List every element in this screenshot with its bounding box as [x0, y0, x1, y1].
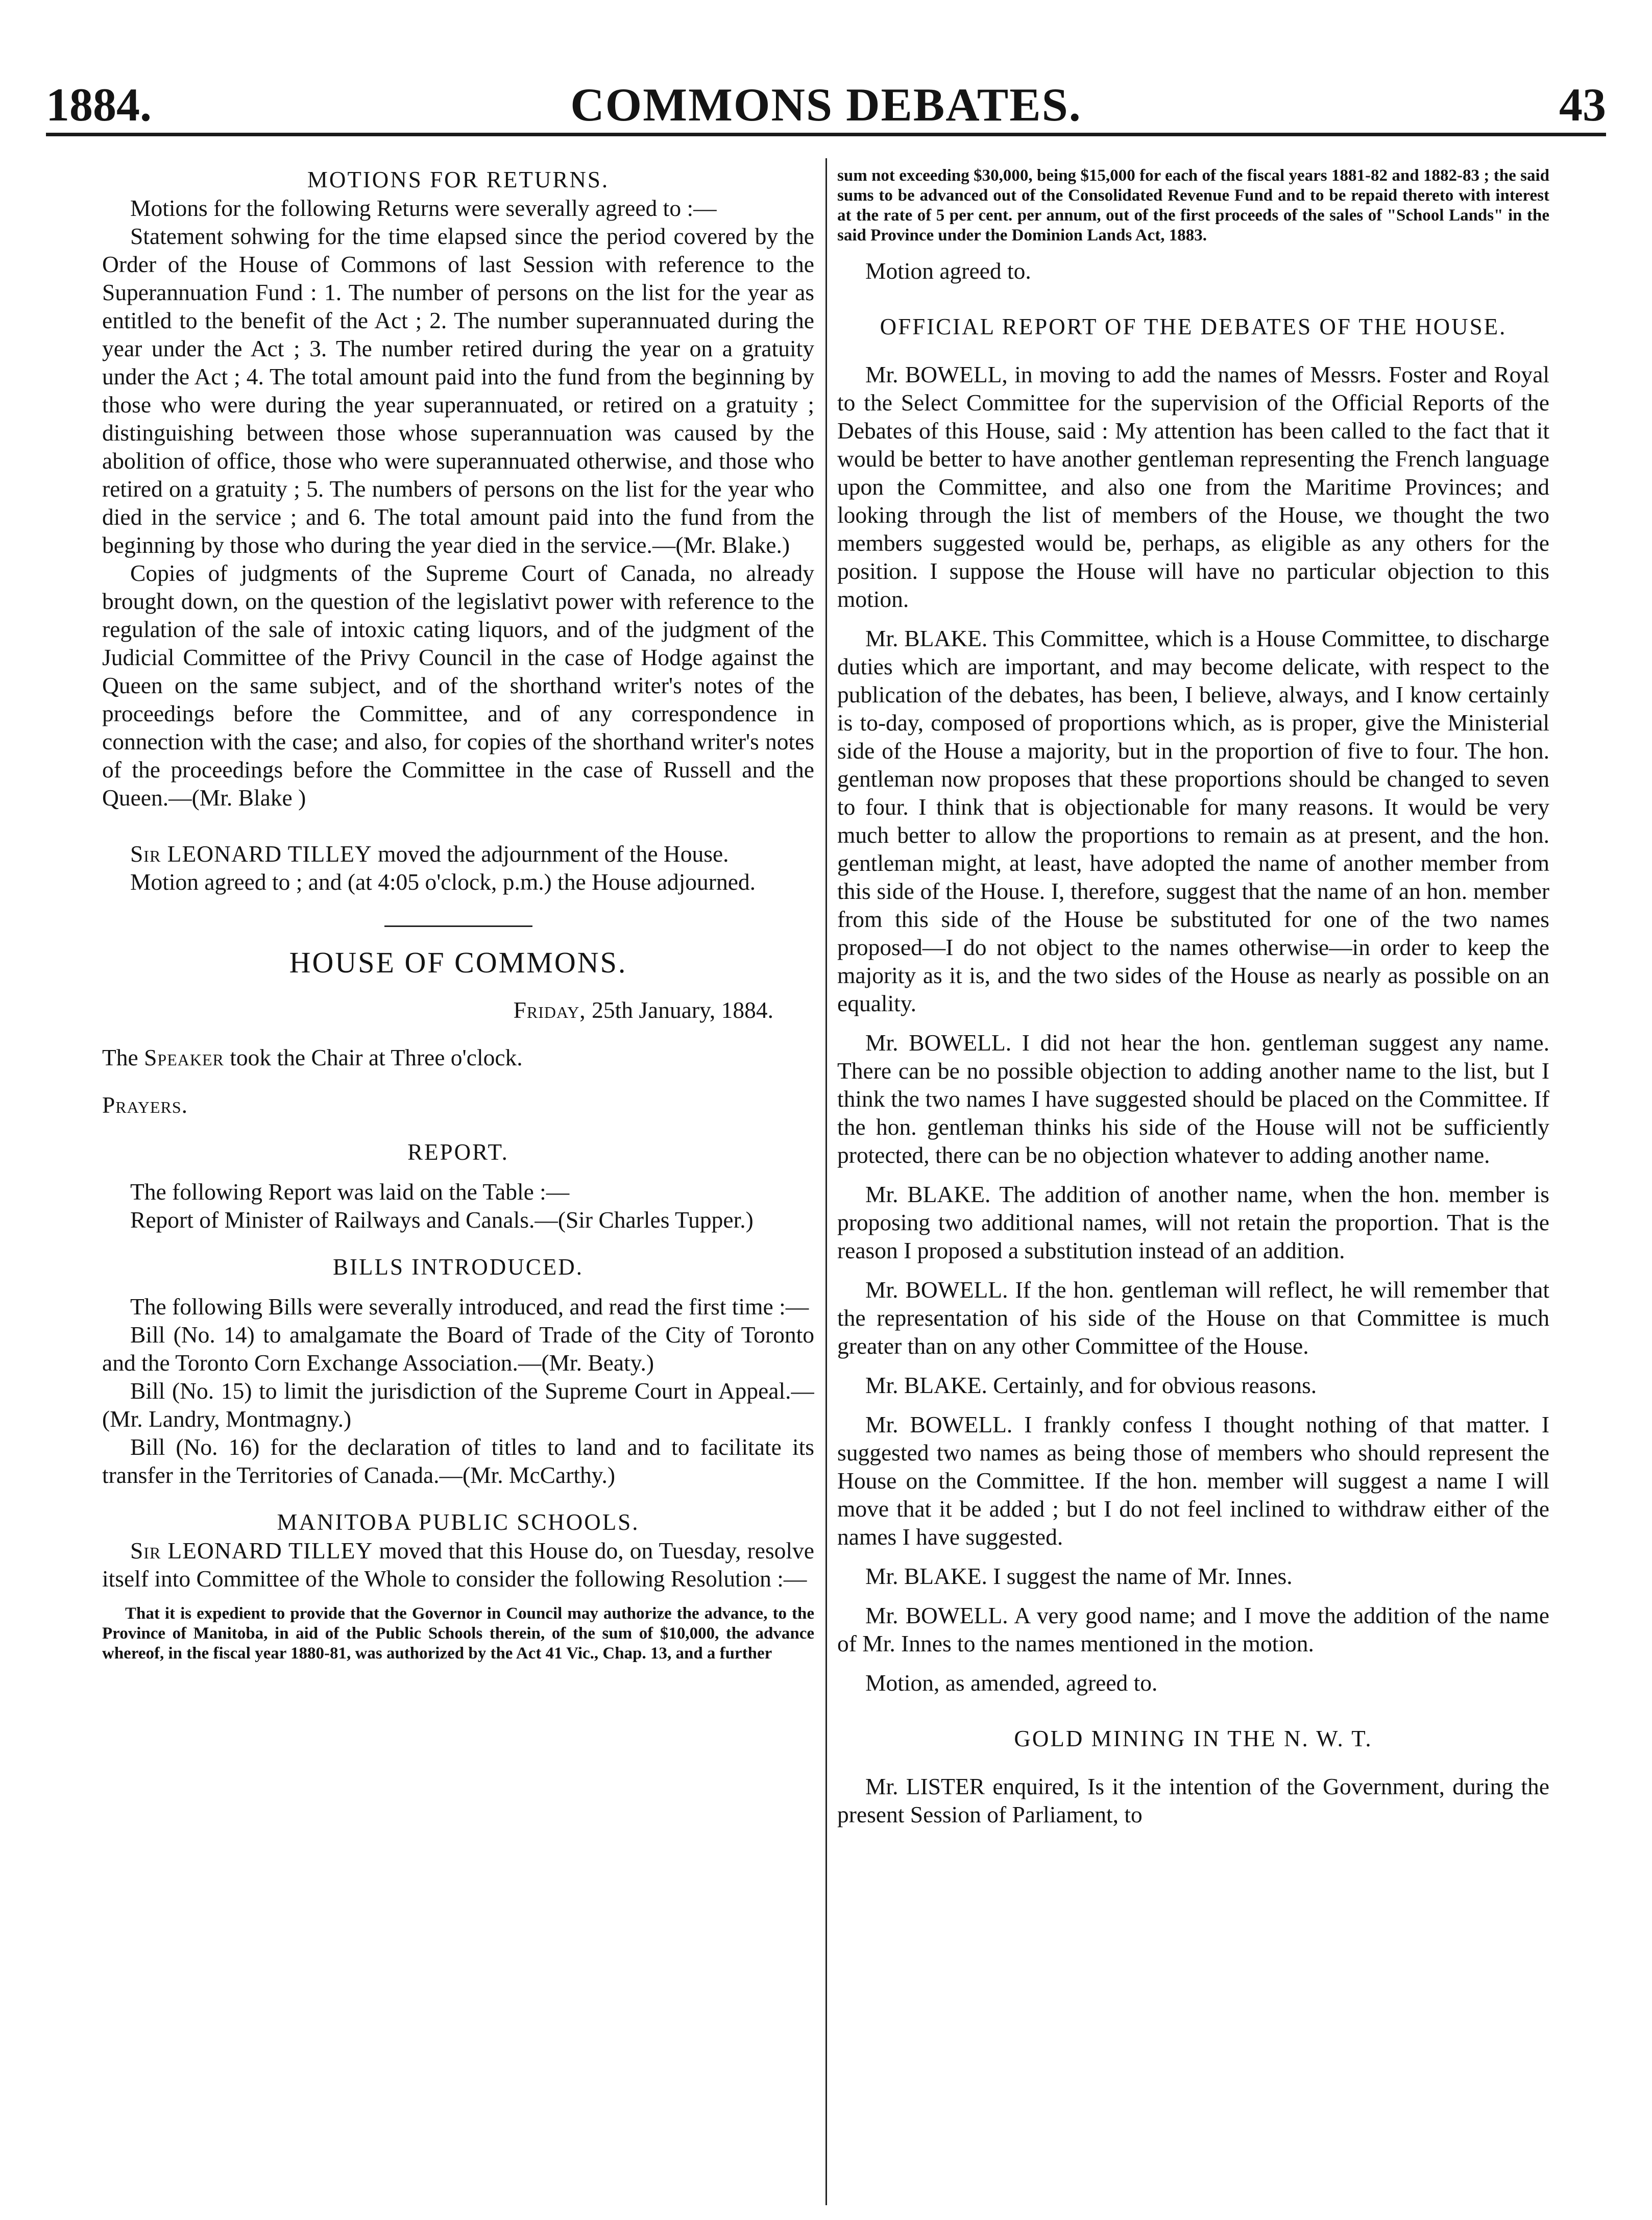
section-rule — [384, 925, 532, 927]
blake-statement-2: Mr. BLAKE. The addition of another name, when the hon. member is proposing two additional names, will not retain the proportion. That is the reason I proposed a substitution instead of an addition. — [837, 1181, 1549, 1263]
statement-paragraph: Statement sohwing for the time elapsed since the period covered by the Order of the House of Commons of last Session with reference to the Superannuation Fund : 1. The number of persons on the list for the year as entitled to the benefit of the Act ; 2. The number superannuated during the year under the Act ; 3. The number retired during the year on a gratuity under the Act ; 4. The total amount paid into the fund from the beginning by those who were during the year superannuated, or retired on a gratuity ; distinguishing between those whose superannuation was caused by the abolition of office, those who were superannuated otherwise, and those who retired on a gratuity ; 5. The numbers of persons on the list for the year who died in the service ; and 6. The total amount paid into the fund from the beginning by those who during the year died in the service.—(Mr. Blake.) — [102, 223, 814, 558]
copies-paragraph: Copies of judgments of the Supreme Court of Canada, no already brought down, on the question of the legislativt power with reference to the regulation of the sale of intoxic cating liquors, and of the judgment of the Judicial Committee of the Privy Council in the case of Hodge against the Queen on the same subject, and of the shorthand writer's notes of the proceedings before the Committee, and of any correspondence in connection with the case; and also, for copies of the shorthand writer's notes of the proceedings before the Committee in the case of Russell and the Queen.—(Mr. Blake ) — [102, 560, 814, 811]
manitoba-motion: Sir LEONARD TILLEY moved that this House do, on Tuesday, resolve itself into Committee of the Whole to consider the following Resolution :— — [102, 1538, 814, 1592]
bowell-statement-3: Mr. BOWELL. If the hon. gentleman will reflect, he will remember that the representation of his side of the House on that Committee is much greater than on any other Committee of the House. — [837, 1277, 1549, 1359]
header-year: 1884. — [46, 79, 152, 131]
heading-bills-introduced: BILLS INTRODUCED. — [333, 1254, 584, 1280]
motion-agreed: Motion agreed to. — [865, 258, 1031, 284]
resolution-continued: sum not exceeding $30,000, being $15,000 for each of the fiscal years 1881-82 and 1882-83 ; the said sums to be advanced out of the Consolidated Revenue Fund and to be repaid thereto with interest at the rate of 5 per cent. per annum, out of the first proceeds of the sales of "School Lands" in the said Province under the Dominion Lands Act, 1883. — [837, 166, 1549, 245]
blake-statement-3: Mr. BLAKE. Certainly, and for obvious reasons. — [865, 1372, 1317, 1398]
adjournment-motion — [102, 840, 814, 868]
bowell-statement-1: Mr. BOWELL, in moving to add the names of Messrs. Foster and Royal to the Select Committee for the supervision of the Official Reports of the Debates of this House, said : My attention has been called to the fact that it would be better to have another gentleman representing the French language upon the Committee, and also one from the Maritime Provinces; and looking through the list of members of the House, we thought the two members suggested would be, perhaps, as eligible as any others for the position. I suppose the House will have no particular objection to this motion. — [837, 361, 1549, 612]
heading-manitoba-public-schools: MANITOBA PUBLIC SCHOOLS. — [277, 1509, 640, 1535]
bill-16: Bill (No. 16) for the declaration of titles to land and to facilitate its transfer in the Territories of Canada.—(Mr. McCarthy.) — [102, 1434, 814, 1488]
report-intro: The following Report was laid on the Table :— — [130, 1179, 570, 1205]
heading-report: REPORT. — [407, 1139, 509, 1165]
report-item: Report of Minister of Railways and Canals.—(Sir Charles Tupper.) — [130, 1207, 754, 1233]
lister-enquiry: Mr. LISTER enquired, Is it the intention of the Government, during the present Session of Parliament, to — [837, 1773, 1549, 1827]
bowell-statement-4: Mr. BOWELL. I frankly confess I thought nothing of that matter. I suggested two names as being those of members who should represent the House on the Committee. If the hon. member will suggest a name I will move that it be added ; but I do not feel inclined to withdraw either of the names I have suggested. — [837, 1411, 1549, 1550]
header-page-number: 43 — [1559, 79, 1606, 131]
resolution-text: That it is expedient to provide that the Governor in Council may authorize the advance, to the Province of Manitoba, in aid of the Public Schools therein, of the sum of $10,000, the advance whereof, in the fiscal year 1880-81, was authorized by the Act 41 Vic., Chap. 13, and a further — [102, 1604, 814, 1663]
bowell-statement-5: Mr. BOWELL. A very good name; and I move the addition of the name of Mr. Innes to the names mentioned in the motion. — [837, 1602, 1549, 1656]
prayers: Prayers. — [102, 1092, 188, 1118]
speaker-name: Sir LEONARD TILLEY — [130, 841, 372, 867]
motions-intro: Motions for the following Returns were severally agreed to :— — [130, 195, 717, 221]
speaker-chair: The Speaker took the Chair at Three o'clock. — [102, 1044, 523, 1070]
heading-motions-for-returns: MOTIONS FOR RETURNS. — [307, 167, 610, 192]
blake-statement-4: Mr. BLAKE. I suggest the name of Mr. Innes. — [865, 1563, 1293, 1589]
heading-official-report: OFFICIAL REPORT OF THE DEBATES OF THE HOUSE. — [880, 314, 1507, 339]
bills-intro: The following Bills were severally introduced, and read the first time :— — [130, 1294, 809, 1320]
session-date — [102, 996, 814, 1024]
heading-house-of-commons: HOUSE OF COMMONS. — [289, 946, 627, 979]
adjourned-paragraph: Motion agreed to ; and (at 4:05 o'clock, p.m.) the House adjourned. — [130, 869, 756, 895]
blake-statement-1: Mr. BLAKE. This Committee, which is a House Committee, to discharge duties which are important, and may become delicate, with respect to the publication of the debates, has been, I believe, always, and I know certainly is to-day, composed of proportions which, as is proper, give the Ministerial side of the House a majority, but in the proportion of five to four. The hon. gentleman now proposes that these proportions should be changed to seven to four. I think that is objectionable for many reasons. It would be very much better to allow the proportions to remain as at present, and the hon. gentleman might, at least, have adopted the name of another member from this side of the House. I, therefore, suggest that the name of an hon. member from this side of the House be substituted for one of the two names proposed—I do not object to the names otherwise—in order to keep the majority as it is, and the two sides of the House as nearly as possible on an equality. — [837, 625, 1549, 1016]
header-title: COMMONS DEBATES. — [570, 79, 1082, 131]
bill-14: Bill (No. 14) to amalgamate the Board of Trade of the City of Toronto and the Toronto Corn Exchange Association.—(Mr. Beaty.) — [102, 1322, 814, 1376]
heading-gold-mining: GOLD MINING IN THE N. W. T. — [1014, 1726, 1373, 1751]
bill-15: Bill (No. 15) to limit the jurisdiction of the Supreme Court in Appeal.—(Mr. Landry, Montmagny.) — [102, 1378, 814, 1432]
motion-amended-agreed: Motion, as amended, agreed to. — [865, 1670, 1158, 1696]
date-day: Friday, — [513, 997, 586, 1023]
page-header — [46, 77, 1606, 136]
left-column — [102, 166, 814, 2203]
adjournment-text: moved the adjournment of the House. — [372, 841, 729, 867]
right-column — [837, 166, 1549, 2203]
speaker-title: Speaker — [144, 1044, 224, 1070]
date-rest: 25th January, 1884. — [586, 997, 773, 1023]
bowell-statement-2: Mr. BOWELL. I did not hear the hon. gentleman suggest any name. There can be no possible objection to adding another name to the list, but I think the two names I have suggested should be placed on the Committee. If the hon. gentleman thinks his side of the House will not be sufficiently protected, there can be no objection whatever to adding another name. — [837, 1030, 1549, 1168]
column-divider — [825, 158, 827, 2205]
speaker-name: Sir LEONARD TILLEY — [130, 1538, 373, 1564]
